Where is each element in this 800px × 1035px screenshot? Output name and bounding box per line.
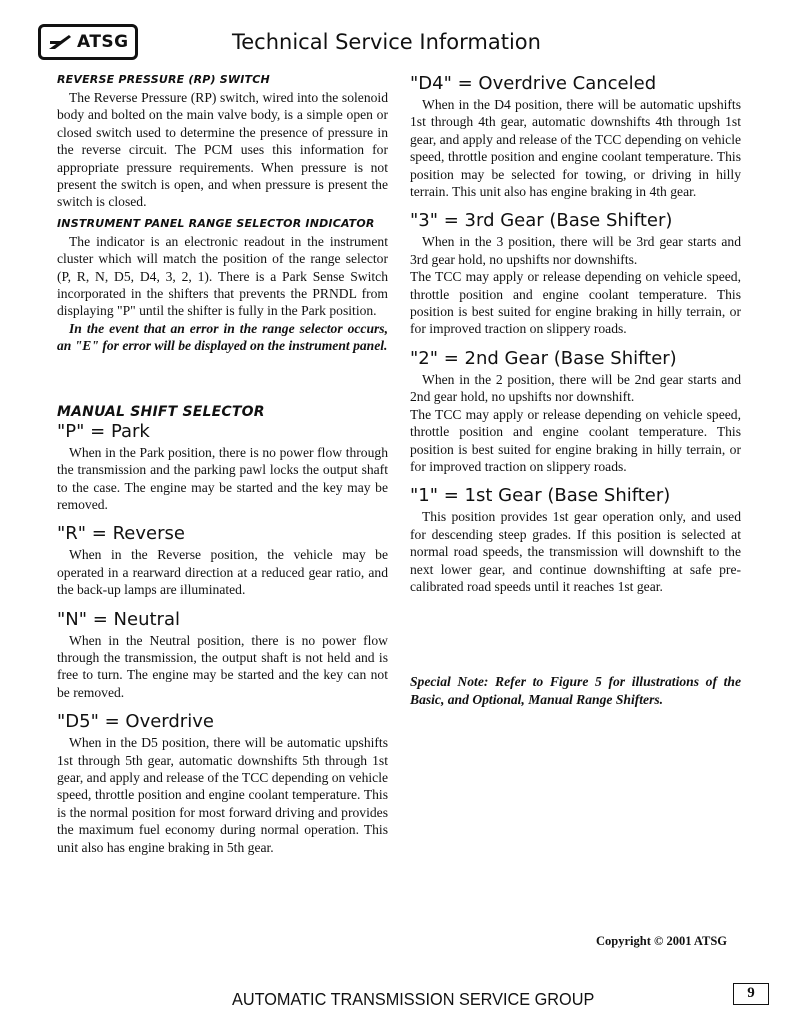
page-number: 9 bbox=[733, 983, 769, 1005]
instrument-panel-text: The indicator is an electronic readout in the instrument cluster which will match the position of the range selector (P, R, N, D5, D4, 3, 2, 1). There is a Park Sense Switch incorporated in the shifters that prevents the PRNDL from displaying "P" until the shifter is fully in the Park position. bbox=[57, 233, 388, 319]
subheading-neutral: "N" = Neutral bbox=[57, 608, 180, 630]
page-title: Technical Service Information bbox=[232, 30, 541, 54]
d5-overdrive-text: When in the D5 position, there will be automatic upshifts 1st through 5th gear, automatic downshifts 5th through 1st gear, and apply and release of the TCC depending on vehicle speed, throttle position and engine coolant temperature. This is the normal position for most forward driving and provides the maximum fuel economy during normal operation. This unit also has engine braking in 5th gear. bbox=[57, 735, 389, 855]
2nd-gear-text-2: The TCC may apply or release depending on vehicle speed, throttle position and engine coolant temperature. This position is best suited for engine braking in hilly terrain, or for improved traction on slippery roads. bbox=[410, 406, 741, 474]
subheading-1st-gear: "1" = 1st Gear (Base Shifter) bbox=[410, 485, 671, 507]
atsg-swoosh-icon bbox=[47, 32, 73, 52]
rp-switch-text: The Reverse Pressure (RP) switch, wired into the solenoid body and bolted on the main valve body, is a simple open or closed switch used to determine the presence of pressure in the reverse circuit. The PCM uses this information for appropriate pressure requirements. When pressure is not present the switch is open, and when pressure is present the switch is closed. bbox=[57, 90, 388, 210]
subheading-3rd-gear: "3" = 3rd Gear (Base Shifter) bbox=[410, 210, 673, 232]
special-note: Special Note: Refer to Figure 5 for illustrations of the Basic, and Optional, Manual Range Shifters. bbox=[410, 674, 741, 707]
neutral-text: When in the Neutral position, there is no power flow through the transmission, the output shaft is not held and is free to turn. The engine may be started and the key can not be removed. bbox=[57, 632, 388, 700]
subheading-d4-overdrive-canceled: "D4" = Overdrive Canceled bbox=[410, 73, 657, 94]
3rd-gear-text-2: The TCC may apply or release depending on vehicle speed, throttle position and engine coolant temperature. This position is best suited for engine braking in hilly terrain, or for improved traction on slippery roads. bbox=[410, 269, 741, 337]
subheading-2nd-gear: "2" = 2nd Gear (Base Shifter) bbox=[410, 347, 677, 369]
subheading-reverse: "R" = Reverse bbox=[57, 523, 185, 545]
logo-text: ATSG bbox=[77, 32, 129, 52]
right-column bbox=[410, 73, 741, 708]
subheading-d5-overdrive: "D5" = Overdrive bbox=[57, 711, 214, 733]
instrument-panel-error-note: In the event that an error in the range selector occurs, an "E" for error will be displayed on the instrument panel. bbox=[57, 320, 388, 354]
1st-gear-text: This position provides 1st gear operation only, and used for descending steep grades. If this position is selected at normal road speeds, the transmission will downshift to the next lower gear, and continue downshifting at safe pre-calibrated road speeds until it reaches 1st gear. bbox=[410, 509, 741, 594]
subheading-park: "P" = Park bbox=[57, 420, 150, 442]
park-text: When in the Park position, there is no power flow through the transmission and the parking pawl locks the output shaft to the case. The engine may be started and the key may be removed. bbox=[57, 444, 388, 512]
atsg-logo bbox=[38, 24, 138, 60]
d4-text: When in the D4 position, there will be automatic upshifts 1st through 4th gear, automatic downshifts 4th through 1st gear, and apply and release of the TCC depending on vehicle speed, throttle position and engine coolant temperature. This position may be selected for towing, or driving in hilly terrain. This unit also has engine braking in 4th gear. bbox=[410, 97, 742, 200]
2nd-gear-text-1: When in the 2 position, there will be 2nd gear starts and 2nd gear hold, no upshifts nor downshift. bbox=[410, 371, 741, 405]
section-heading-instrument-panel: INSTRUMENT PANEL RANGE SELECTOR INDICATOR bbox=[57, 216, 375, 230]
left-column bbox=[57, 73, 388, 856]
reverse-text: When in the Reverse position, the vehicle may be operated in a rearward direction at a reduced gear ratio, and the back-up lamps are illuminated. bbox=[57, 547, 388, 598]
section-heading-manual-shift: MANUAL SHIFT SELECTOR bbox=[57, 403, 265, 420]
footer-title: AUTOMATIC TRANSMISSION SERVICE GROUP bbox=[232, 989, 595, 1009]
copyright-notice: Copyright © 2001 ATSG bbox=[596, 934, 727, 948]
3rd-gear-text-1: When in the 3 position, there will be 3rd gear starts and 3rd gear hold, no upshifts nor downshifts. bbox=[410, 234, 741, 267]
section-heading-rp-switch: REVERSE PRESSURE (RP) SWITCH bbox=[57, 73, 270, 86]
